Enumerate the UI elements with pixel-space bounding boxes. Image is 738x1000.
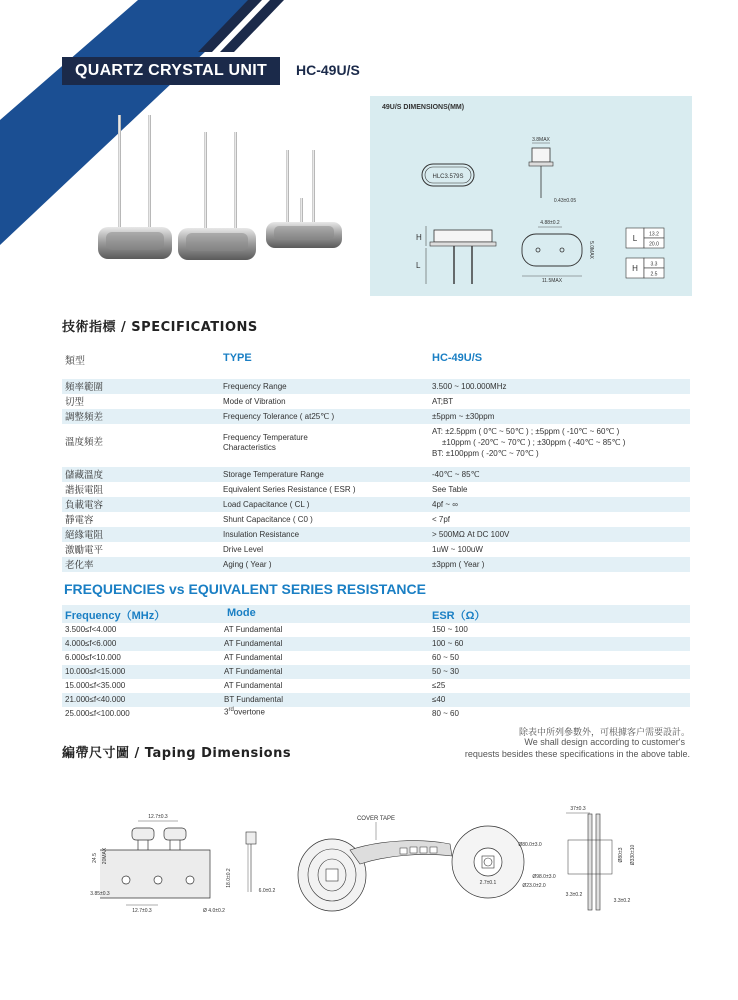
pitch-label: 4.88±0.2 bbox=[540, 220, 560, 226]
freq-mode: AT Fundamental bbox=[224, 625, 283, 634]
row-label-en: Frequency Tolerance ( at25℃ ) bbox=[223, 412, 335, 421]
note-english-1: We shall design according to customer's bbox=[524, 737, 685, 747]
overtone-suffix: rd bbox=[228, 707, 234, 713]
height-max-label: 5.0MAX bbox=[588, 241, 594, 259]
width-max-label: 3.8MAX bbox=[532, 137, 550, 143]
freq-range: 4.000≤f<6.000 bbox=[65, 639, 117, 648]
freq-range: 25.000≤f<100.000 bbox=[65, 709, 130, 718]
flange1-label: 3.3±0.2 bbox=[565, 892, 583, 898]
freq-header-row bbox=[62, 605, 690, 623]
table-row bbox=[62, 482, 690, 497]
row-label-en: Aging ( Year ) bbox=[223, 560, 272, 569]
row-value: -40℃ ~ 85℃ bbox=[432, 470, 480, 479]
row-label-cn: 老化率 bbox=[65, 560, 94, 571]
table-row bbox=[62, 497, 690, 512]
overtone-number: 3 bbox=[224, 707, 229, 717]
table-row bbox=[62, 665, 690, 679]
freq-mode bbox=[224, 707, 265, 717]
table-row bbox=[62, 527, 690, 542]
freq-mode: BT Fundamental bbox=[224, 695, 283, 704]
table-row bbox=[62, 542, 690, 557]
row-label-en: Equivalent Series Resistance ( ESR ) bbox=[223, 485, 356, 494]
tape-width-label: 18.0±0.2 bbox=[226, 868, 232, 888]
row-label-en: Mode of Vibration bbox=[223, 397, 286, 406]
row-label-en: Shunt Capacitance ( C0 ) bbox=[223, 515, 313, 524]
freq-esr: 100 ~ 60 bbox=[432, 639, 464, 648]
table-row bbox=[62, 424, 690, 467]
row-label-en: Insulation Resistance bbox=[223, 530, 300, 539]
freq-mode: AT Fundamental bbox=[224, 653, 283, 662]
row-value: See Table bbox=[432, 485, 468, 494]
freq-mode: AT Fundamental bbox=[224, 667, 283, 676]
crystal-photo bbox=[90, 110, 350, 270]
table-row bbox=[62, 623, 690, 637]
freq-header-esr: ESR（Ω） bbox=[432, 610, 486, 622]
reel-d2-label: Ø330±10 bbox=[630, 844, 636, 866]
reel-outer-label: Ø98.0±3.0 bbox=[532, 874, 556, 880]
table-row bbox=[62, 409, 690, 424]
spec-header-row bbox=[62, 350, 690, 372]
row-value: ±5ppm ~ ±30ppm bbox=[432, 412, 495, 421]
freq-header-frequency: Frequency（MHz） bbox=[65, 610, 166, 622]
freq-esr: ≤40 bbox=[432, 695, 446, 704]
table-row bbox=[62, 707, 690, 721]
freq-esr: ≤25 bbox=[432, 681, 446, 690]
dimensions-title: 49U/S DIMENSIONS(MM) bbox=[382, 104, 465, 111]
freq-range: 6.000≤f<10.000 bbox=[65, 653, 121, 662]
row-label-cn: 靜電容 bbox=[65, 515, 94, 526]
row-label-cn: 調整頻差 bbox=[65, 412, 104, 423]
hole-label: Ø 4.0±0.2 bbox=[203, 908, 225, 914]
row-label-cn: 絕緣電阻 bbox=[65, 530, 104, 541]
table-row bbox=[62, 637, 690, 651]
dimensions-drawing bbox=[370, 96, 692, 296]
taping-heading: 編帶尺寸圖 / Taping Dimensions bbox=[62, 746, 292, 761]
length-max-label: 11.5MAX bbox=[541, 278, 563, 284]
lead-spacing-label: 6.0±0.2 bbox=[258, 888, 276, 894]
l-label: L bbox=[416, 261, 421, 270]
row-label-cn: 激勵電平 bbox=[65, 545, 104, 556]
row-value: 3.500 ~ 100.000MHz bbox=[432, 382, 507, 391]
table-row bbox=[62, 651, 690, 665]
row-label-cn: 負載電容 bbox=[65, 500, 104, 511]
table-row bbox=[62, 467, 690, 482]
table-row bbox=[62, 512, 690, 527]
hub-label: Ø80.0±3.0 bbox=[518, 842, 542, 848]
frequencies-heading: FREQUENCIES vs EQUIVALENT SERIES RESISTANCE bbox=[64, 581, 426, 597]
row-value: AT: ±2.5ppm ( 0℃ ~ 50℃ ) ; ±5ppm ( -10℃ ~ 60℃ ) bbox=[432, 427, 620, 436]
h-value-2: 2.5 bbox=[650, 271, 658, 278]
row-label-en: Characteristics bbox=[223, 443, 276, 452]
row-label-en: Frequency Temperature bbox=[223, 433, 308, 442]
freq-range: 10.000≤f<15.000 bbox=[65, 667, 126, 676]
spec-header-model: HC-49U/S bbox=[432, 352, 483, 364]
freq-esr: 150 ~ 100 bbox=[432, 625, 468, 634]
row-label-en: Frequency Range bbox=[223, 382, 287, 391]
overtone-text: overtone bbox=[233, 707, 265, 717]
spec-header-type: TYPE bbox=[223, 352, 252, 364]
cover-tape-label: COVER TAPE bbox=[356, 816, 396, 822]
row-label-cn: 諧振電阻 bbox=[65, 485, 104, 496]
freq-mode: AT Fundamental bbox=[224, 639, 283, 648]
model-title: HC-49U/S bbox=[296, 62, 360, 78]
spec-header-type-cn: 類型 bbox=[65, 356, 85, 367]
table-row bbox=[62, 557, 690, 572]
reel-width-label: 37±0.3 bbox=[570, 806, 586, 812]
offset-label: 3.85±0.3 bbox=[90, 891, 110, 897]
freq-range: 21.000≤f<40.000 bbox=[65, 695, 126, 704]
height2-label: 20MAX bbox=[102, 847, 108, 865]
lead-dia-label: 0.43±0.05 bbox=[553, 198, 577, 204]
row-label-cn: 切型 bbox=[65, 397, 85, 408]
freq-range: 3.500≤f<4.000 bbox=[65, 625, 117, 634]
key-label: 2.7±0.1 bbox=[479, 880, 497, 886]
l-value-2: 20.0 bbox=[649, 241, 659, 248]
note-english-2: requests besides these specifications in the above table. bbox=[464, 749, 690, 759]
reel-d1-label: Ø80±3 bbox=[618, 847, 624, 863]
flange2-label: 3.3±0.2 bbox=[613, 898, 631, 904]
row-label-en: Drive Level bbox=[223, 545, 264, 554]
pitch-top-label: 12.7±0.3 bbox=[148, 814, 168, 820]
freq-esr: 50 ~ 30 bbox=[432, 667, 459, 676]
frequencies-table bbox=[62, 605, 690, 721]
row-value: 1uW ~ 100uW bbox=[432, 545, 483, 554]
l-table-label: L bbox=[632, 234, 638, 243]
note-chinese: 除表中所列參數外，可根據客户需要設計。 bbox=[518, 728, 690, 738]
h-label: H bbox=[416, 233, 422, 242]
row-value: BT: ±100ppm ( -20℃ ~ 70℃ ) bbox=[432, 449, 539, 458]
height1-label: 24.5 bbox=[92, 853, 98, 863]
taping-drawing bbox=[60, 800, 680, 925]
h-table-label: H bbox=[632, 264, 638, 273]
freq-mode: AT Fundamental bbox=[224, 681, 283, 690]
specifications-table bbox=[62, 350, 690, 572]
freq-esr: 60 ~ 50 bbox=[432, 653, 459, 662]
row-label-cn: 頻率範圍 bbox=[65, 382, 104, 393]
specifications-heading: 技術指標 / SPECIFICATIONS bbox=[62, 320, 258, 335]
row-label-en: Storage Temperature Range bbox=[223, 470, 324, 479]
table-row bbox=[62, 394, 690, 409]
row-value: 4pf ~ ∞ bbox=[432, 500, 458, 509]
l-value-1: 13.2 bbox=[649, 231, 659, 238]
row-value: AT;BT bbox=[432, 397, 454, 406]
row-label-cn: 儲藏溫度 bbox=[65, 470, 104, 481]
row-value: ±10ppm ( -20℃ ~ 70℃ ) ; ±30ppm ( -40℃ ~ 85℃ ) bbox=[442, 438, 626, 447]
row-value: < 7pf bbox=[432, 515, 451, 524]
freq-esr: 80 ~ 60 bbox=[432, 709, 459, 718]
marking-label: HLC3.579S bbox=[432, 174, 464, 180]
freq-range: 15.000≤f<35.000 bbox=[65, 681, 126, 690]
freq-header-mode: Mode bbox=[227, 607, 256, 619]
spindle-label: Ø23.0±2.0 bbox=[522, 883, 546, 889]
row-value: > 500MΩ At DC 100V bbox=[432, 530, 510, 539]
row-label-en: Load Capacitance ( CL ) bbox=[223, 500, 310, 509]
pitch-bottom-label: 12.7±0.3 bbox=[132, 908, 152, 914]
row-label-cn: 溫度頻差 bbox=[65, 437, 104, 448]
row-value: ±3ppm ( Year ) bbox=[432, 560, 485, 569]
table-row bbox=[62, 693, 690, 707]
table-row bbox=[62, 679, 690, 693]
page-title: QUARTZ CRYSTAL UNIT bbox=[62, 57, 280, 85]
h-value-1: 3.3 bbox=[650, 261, 658, 268]
table-row bbox=[62, 379, 690, 394]
